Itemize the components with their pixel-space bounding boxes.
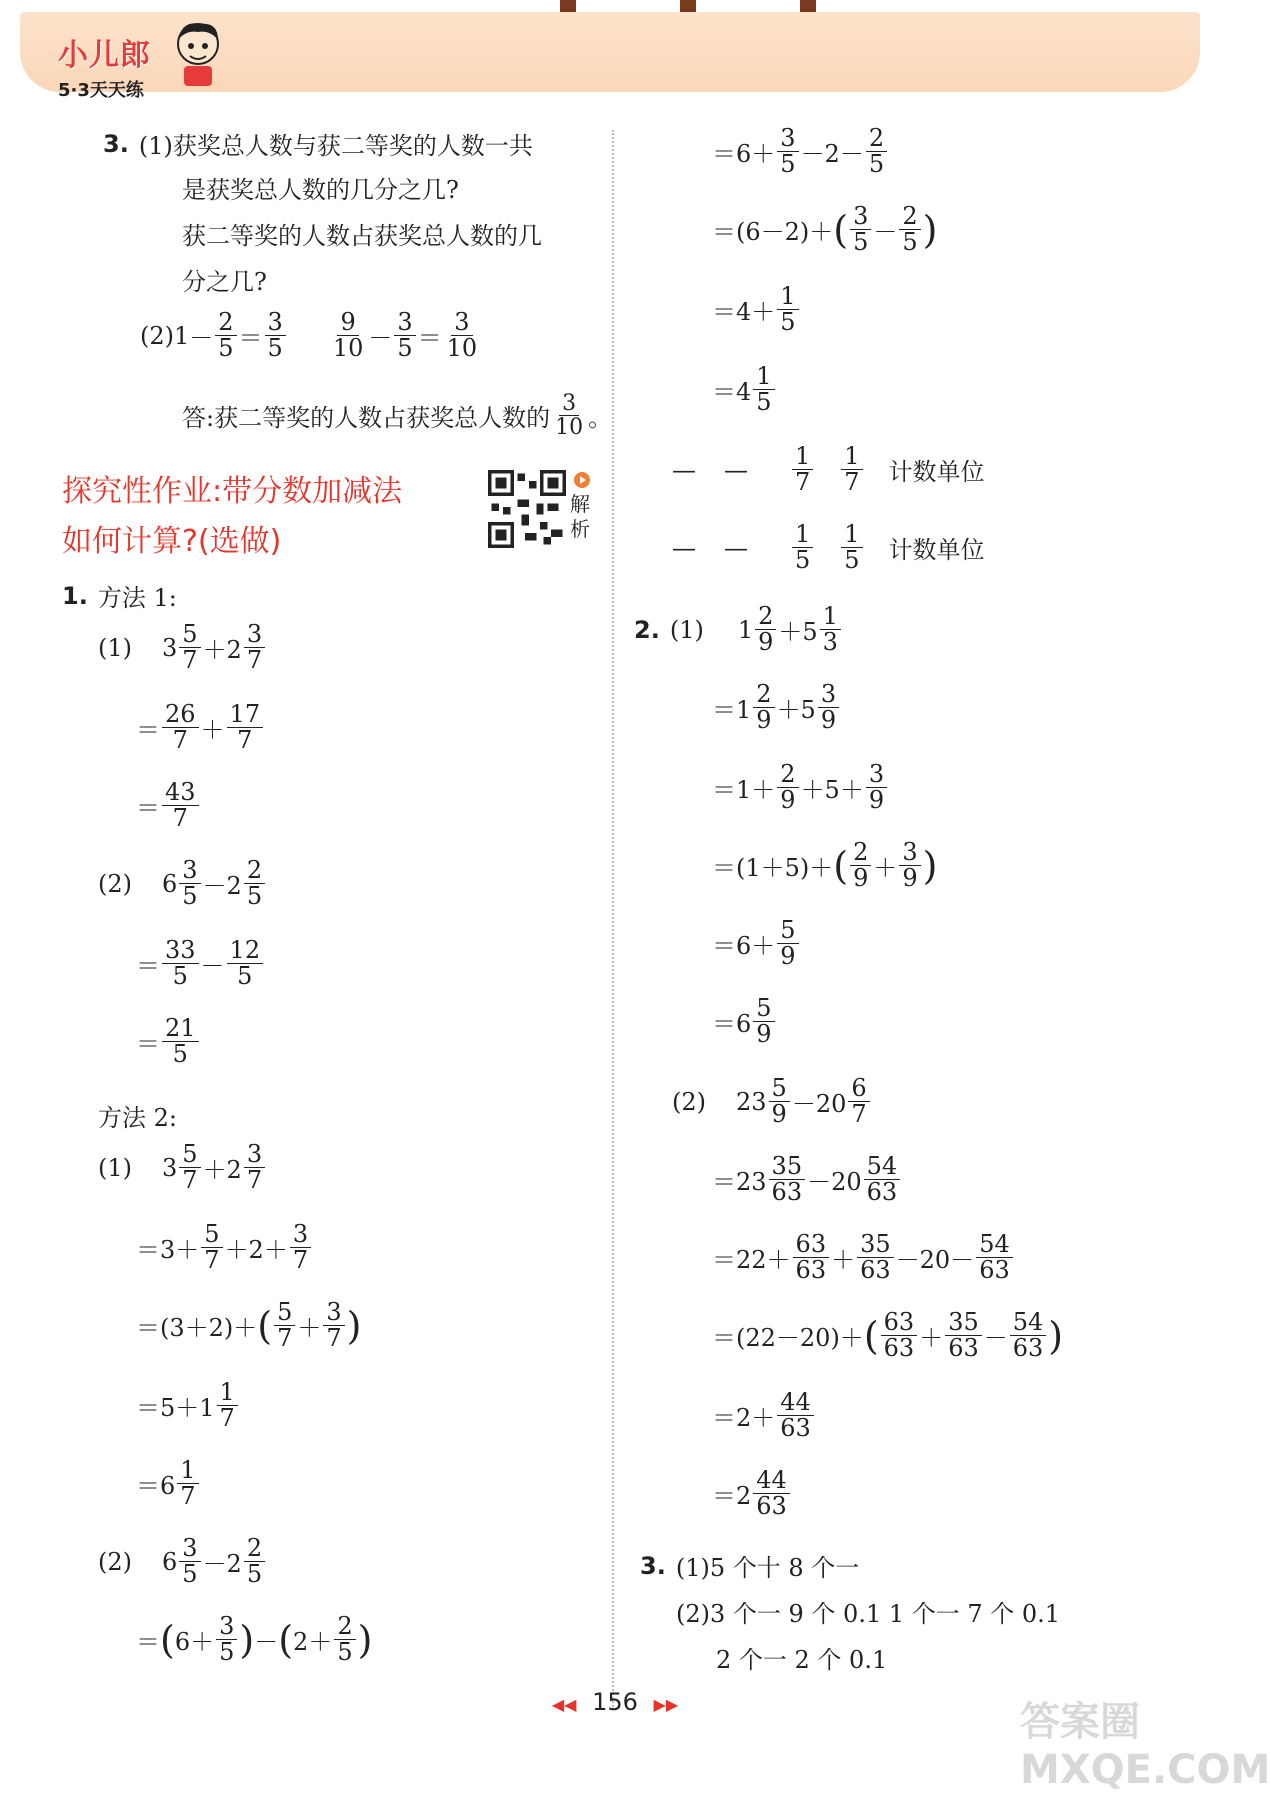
q2-p1-step-4: ＝6＋ $\frac{5}{9}$ bbox=[712, 918, 801, 969]
fraction: $\frac{3}{7}$ bbox=[244, 622, 265, 673]
fraction: $\frac{3}{9}$ bbox=[899, 840, 920, 891]
m2-p1-step-2: ＝(3＋2)＋ ( $\frac{5}{7}$ ＋ $\frac{3}{7}$ ) bbox=[136, 1298, 362, 1353]
q2-p1-result: ＝6 $\frac{5}{9}$ bbox=[712, 996, 777, 1047]
logo-sub: 5·3天天练 bbox=[58, 80, 144, 101]
fraction: $\frac{5}{7}$ bbox=[274, 1300, 295, 1351]
m1-p2-result: ＝ $\frac{21}{5}$ bbox=[136, 1016, 201, 1067]
fraction: $\frac{44}{63}$ bbox=[753, 1468, 790, 1519]
count-unit-row-2 bbox=[672, 522, 985, 573]
fraction: $\frac{1}{5}$ bbox=[777, 284, 798, 335]
prev-arrows-icon: ◀◀ bbox=[551, 1695, 577, 1714]
q3-line-2: 是获奖总人数的几分之几? bbox=[182, 176, 459, 204]
fraction: $\frac{3}{10}$ bbox=[555, 391, 584, 441]
fraction: $\frac{26}{7}$ bbox=[162, 702, 199, 753]
fraction: $\frac{54}{63}$ bbox=[1010, 1310, 1047, 1361]
fraction: $\frac{5}{7}$ bbox=[201, 1222, 222, 1273]
m1-p1-row: (1) 3 $\frac{5}{7}$ ＋2 $\frac{3}{7}$ bbox=[98, 622, 267, 673]
m2-p2-step-2: ＝6＋ $\frac{3}{5}$ －2－ $\frac{2}{5}$ bbox=[712, 126, 889, 177]
q3-p1-text: (1)获奖总人数与获二等奖的人数一共 bbox=[138, 132, 533, 160]
fraction: $\frac{1}{7}$ bbox=[177, 1458, 198, 1509]
m1-p2-row: (2) 6 $\frac{3}{5}$ －2 $\frac{2}{5}$ bbox=[98, 858, 267, 909]
m2-p1-step-1: ＝3＋ $\frac{5}{7}$ ＋2＋ $\frac{3}{7}$ bbox=[136, 1222, 313, 1273]
fraction: $\frac{35}{63}$ bbox=[945, 1310, 982, 1361]
qr-label: 解析 bbox=[570, 492, 590, 541]
fraction: $\frac{3}{9}$ bbox=[866, 762, 887, 813]
logo bbox=[58, 30, 151, 102]
fraction: $\frac{44}{63}$ bbox=[777, 1390, 814, 1441]
q3r-p1-text: (1)5 个十 8 个一 bbox=[675, 1554, 860, 1582]
watermark bbox=[1020, 1690, 1270, 1793]
fraction: $\frac{3}{5}$ bbox=[394, 310, 415, 361]
dash: — bbox=[724, 455, 748, 484]
next-arrows-icon: ▶▶ bbox=[653, 1695, 679, 1714]
answer-suffix: 。 bbox=[588, 404, 613, 433]
part-label: (2) bbox=[672, 1087, 706, 1116]
q3-p2-equation: (2)1 － $\frac{2}{5}$ ＝ $\frac{3}{5}$ $\frac{9}{10}$ － $\frac{3}{5}$ ＝ $\frac{3}{10}$ bbox=[140, 310, 482, 361]
part-label: (1) bbox=[669, 615, 704, 644]
fraction: $\frac{2}{5}$ bbox=[899, 204, 920, 255]
q1-number: 1. bbox=[62, 581, 88, 610]
part-label: (2) bbox=[98, 869, 132, 898]
m2-p2-row: (2) 6 $\frac{3}{5}$ －2 $\frac{2}{5}$ bbox=[98, 1536, 267, 1587]
q2-p2-result: ＝2 $\frac{44}{63}$ bbox=[712, 1468, 792, 1519]
q2-p1-step-1: ＝1 $\frac{2}{9}$ ＋5 $\frac{3}{9}$ bbox=[712, 682, 841, 733]
fraction: $\frac{35}{63}$ bbox=[857, 1232, 894, 1283]
fraction: $\frac{3}{9}$ bbox=[818, 682, 839, 733]
fraction: $\frac{1}{3}$ bbox=[820, 604, 841, 655]
fraction: $\frac{3}{7}$ bbox=[323, 1300, 344, 1351]
q2-p1-row: 2. (1) 1 $\frac{2}{9}$ ＋5 $\frac{1}{3}$ bbox=[634, 604, 843, 655]
m1-p2-step: ＝ $\frac{33}{5}$ － $\frac{12}{5}$ bbox=[136, 938, 265, 989]
q3-line-1 bbox=[103, 126, 533, 161]
fraction: $\frac{63}{63}$ bbox=[793, 1232, 830, 1283]
fraction: $\frac{43}{7}$ bbox=[162, 780, 199, 831]
fraction: $\frac{2}{5}$ bbox=[244, 858, 265, 909]
q3r-number: 3. bbox=[640, 1551, 666, 1580]
m2-p1-step-3: ＝5＋1 $\frac{1}{7}$ bbox=[136, 1380, 240, 1431]
m2-p2-step-3: ＝(6－2)＋ ( $\frac{3}{5}$ － $\frac{2}{5}$ ) bbox=[712, 202, 938, 257]
fraction: $\frac{1}{5}$ bbox=[792, 522, 813, 573]
fraction: $\frac{5}{9}$ bbox=[769, 1076, 790, 1127]
q3-answer bbox=[182, 392, 612, 439]
dash: — bbox=[672, 533, 696, 562]
fraction: $\frac{63}{63}$ bbox=[881, 1310, 918, 1361]
watermark-text: 答案圈 MXQE.COM bbox=[1020, 1699, 1270, 1793]
fraction: $\frac{2}{9}$ bbox=[753, 682, 774, 733]
mascot-icon bbox=[170, 18, 226, 88]
fraction: $\frac{2}{9}$ bbox=[850, 840, 871, 891]
q3-number: 3. bbox=[103, 129, 129, 158]
fraction: $\frac{3}{5}$ bbox=[265, 310, 286, 361]
fraction: $\frac{2}{5}$ bbox=[334, 1614, 355, 1665]
fraction: $\frac{3}{10}$ bbox=[446, 308, 478, 363]
fraction: $\frac{33}{5}$ bbox=[162, 938, 199, 989]
fraction: $\frac{5}{9}$ bbox=[777, 918, 798, 969]
fraction: $\frac{54}{63}$ bbox=[976, 1232, 1013, 1283]
q2-number: 2. bbox=[634, 615, 660, 644]
dash: — bbox=[672, 455, 696, 484]
fraction: $\frac{5}{7}$ bbox=[179, 1142, 200, 1193]
fraction: $\frac{1}{7}$ bbox=[841, 444, 862, 495]
q2-p2-step-1: ＝23 $\frac{35}{63}$ －20 $\frac{54}{63}$ bbox=[712, 1154, 902, 1205]
explore-title-1: 探究性作业:带分数加减法 bbox=[62, 474, 403, 509]
fraction: $\frac{1}{7}$ bbox=[217, 1380, 238, 1431]
count-unit-label: 计数单位 bbox=[888, 536, 985, 565]
part-label: (1) bbox=[98, 633, 132, 662]
m2-p1-row: (1) 3 $\frac{5}{7}$ ＋2 $\frac{3}{7}$ bbox=[98, 1142, 267, 1193]
q3r-p2: (2)3 个一 9 个 0.1 1 个一 7 个 0.1 bbox=[676, 1600, 1061, 1628]
answer-text: 答:获二等奖的人数占获奖总人数的 bbox=[182, 404, 551, 433]
fraction: $\frac{21}{5}$ bbox=[162, 1016, 199, 1067]
q2-p2-step-3: ＝(22－20)＋ ( $\frac{63}{63}$ ＋ $\frac{35}{63}$ － $\frac{54}{63}$ ) bbox=[712, 1308, 1064, 1363]
fraction: $\frac{3}{7}$ bbox=[290, 1222, 311, 1273]
q3-p2-label: (2)1 bbox=[140, 321, 190, 350]
fraction: $\frac{2}{5}$ bbox=[215, 310, 236, 361]
fraction: $\frac{17}{7}$ bbox=[227, 702, 264, 753]
m2-p2-result: ＝4 $\frac{1}{5}$ bbox=[712, 364, 777, 415]
q2-p1-step-3: ＝(1＋5)＋ ( $\frac{2}{9}$ ＋ $\frac{3}{9}$ ) bbox=[712, 838, 938, 893]
q2-p2-row: (2) 23 $\frac{5}{9}$ －20 $\frac{6}{7}$ bbox=[672, 1076, 872, 1127]
q2-p2-step-2: ＝22＋ $\frac{63}{63}$ ＋ $\frac{35}{63}$ －20－ $\frac{54}{63}$ bbox=[712, 1232, 1015, 1283]
fraction: $\frac{1}{5}$ bbox=[753, 364, 774, 415]
m2-p2-step-1: ＝ ( 6＋ $\frac{3}{5}$ ) － ( 2＋ $\frac{2}{5}$ ) bbox=[136, 1612, 373, 1667]
qr-code-icon[interactable] bbox=[488, 470, 566, 548]
fraction: $\frac{3}{7}$ bbox=[244, 1142, 265, 1193]
column-divider bbox=[612, 130, 614, 1710]
m1-p1-step: ＝ $\frac{26}{7}$ ＋ $\frac{17}{7}$ bbox=[136, 702, 265, 753]
part-label: (1) bbox=[98, 1153, 132, 1182]
q1-header bbox=[62, 578, 177, 613]
explore-title-2: 如何计算?(选做) bbox=[62, 524, 282, 559]
fraction: $\frac{2}{9}$ bbox=[755, 604, 776, 655]
fraction: $\frac{3}{5}$ bbox=[216, 1614, 237, 1665]
fraction: $\frac{54}{63}$ bbox=[864, 1154, 901, 1205]
dash: — bbox=[724, 533, 748, 562]
q3-line-4: 分之几? bbox=[182, 268, 267, 296]
fraction: $\frac{2}{5}$ bbox=[244, 1536, 265, 1587]
q3-line-3: 获二等奖的人数占获奖总人数的几 bbox=[182, 222, 542, 250]
banner-tabs bbox=[560, 0, 820, 12]
fraction: $\frac{3}{5}$ bbox=[850, 204, 871, 255]
q2-p1-step-2: ＝1＋ $\frac{2}{9}$ ＋5＋ $\frac{3}{9}$ bbox=[712, 762, 889, 813]
fraction: $\frac{3}{5}$ bbox=[179, 858, 200, 909]
m2-p2-step-4: ＝4＋ $\frac{1}{5}$ bbox=[712, 284, 801, 335]
fraction: $\frac{3}{5}$ bbox=[777, 126, 798, 177]
fraction: $\frac{35}{63}$ bbox=[769, 1154, 806, 1205]
fraction: $\frac{5}{7}$ bbox=[179, 622, 200, 673]
fraction: $\frac{2}{5}$ bbox=[866, 126, 887, 177]
method-2: 方法 2: bbox=[98, 1104, 177, 1132]
part-label: (2) bbox=[98, 1547, 132, 1576]
fraction: $\frac{5}{9}$ bbox=[753, 996, 774, 1047]
fraction: $\frac{12}{5}$ bbox=[227, 938, 264, 989]
logo-main: 小儿郎 bbox=[58, 38, 151, 73]
fraction: $\frac{2}{9}$ bbox=[777, 762, 798, 813]
q2-p2-step-4: ＝2＋ $\frac{44}{63}$ bbox=[712, 1390, 816, 1441]
count-unit-label: 计数单位 bbox=[888, 458, 985, 487]
fraction: $\frac{1}{5}$ bbox=[841, 522, 862, 573]
play-icon bbox=[574, 472, 590, 488]
count-unit-row-1 bbox=[672, 444, 985, 495]
fraction: $\frac{3}{5}$ bbox=[179, 1536, 200, 1587]
fraction: $\frac{6}{7}$ bbox=[848, 1076, 869, 1127]
m2-p1-result: ＝6 $\frac{1}{7}$ bbox=[136, 1458, 201, 1509]
fraction: $\frac{9}{10}$ bbox=[332, 308, 364, 363]
method-1: 方法 1: bbox=[97, 584, 177, 612]
fraction: $\frac{1}{7}$ bbox=[792, 444, 813, 495]
q3r-p1 bbox=[640, 1548, 859, 1583]
m1-p1-result: ＝ $\frac{43}{7}$ bbox=[136, 780, 201, 831]
q3r-p3: 2 个一 2 个 0.1 bbox=[716, 1646, 888, 1674]
page-number: 156 bbox=[592, 1688, 638, 1716]
